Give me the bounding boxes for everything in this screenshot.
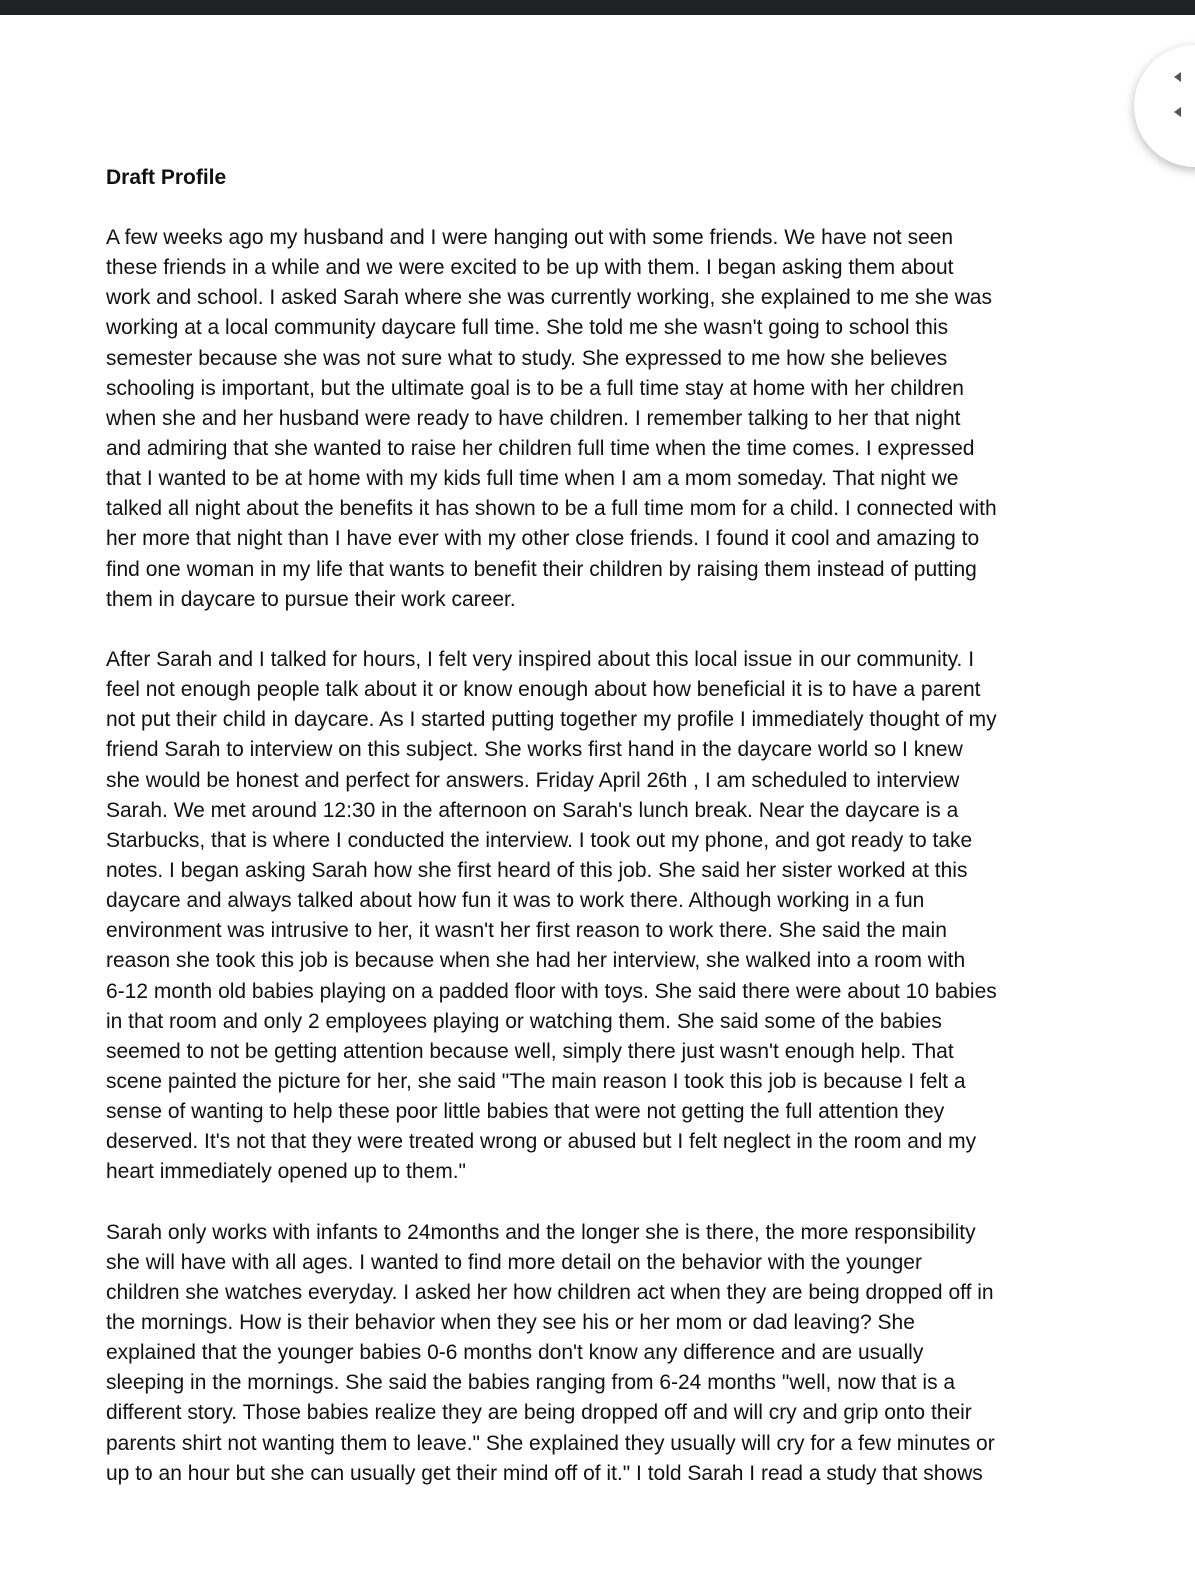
paragraph-line: deserved. It's not that they were treated wrong or abused but I felt neglect in the room and my — [106, 1130, 977, 1154]
paragraph-2 — [106, 645, 1096, 1188]
paragraph-line: daycare and always talked about how fun it was to work there. Although working in a fun — [106, 889, 925, 913]
paragraph-line: schooling is important, but the ultimate goal is to be a full time stay at home with her children — [106, 376, 964, 400]
document-title: Draft Profile — [106, 166, 227, 189]
paragraph-line: environment was intrusive to her, it wasn't her first reason to work there. She said the main — [106, 919, 947, 943]
paragraph-line: different story. Those babies realize they are being dropped off and will cry and grip onto their — [106, 1401, 972, 1425]
paragraph-line: feel not enough people talk about it or know enough about how beneficial it is to have a parent — [106, 678, 981, 702]
paragraph-line: she will have with all ages. I wanted to find more detail on the behavior with the younger — [106, 1250, 922, 1274]
top-toolbar — [0, 0, 1195, 15]
paragraph-line: friend Sarah to interview on this subject. She works first hand in the daycare world so I knew — [106, 738, 963, 762]
document-body — [106, 223, 1096, 1489]
paragraph-line: up to an hour but she can usually get their mind off of it." I told Sarah I read a study that shows — [106, 1461, 983, 1485]
paragraph-line: her more that night than I have ever with my other close friends. I found it cool and amazing to — [106, 527, 980, 551]
page-navigation-button[interactable] — [1134, 45, 1195, 167]
chevron-down-icon[interactable] — [1174, 107, 1181, 117]
paragraph-line: that I wanted to be at home with my kids full time when I am a mom someday. That night we — [106, 467, 959, 491]
paragraph-3 — [106, 1218, 1096, 1489]
paragraph-line: children she watches everyday. I asked her how children act when they are being dropped off in — [106, 1280, 994, 1304]
paragraph-line: After Sarah and I talked for hours, I felt very inspired about this local issue in our community. I — [106, 647, 975, 671]
paragraph-line: Sarah. We met around 12:30 in the afternoon on Sarah's lunch break. Near the daycare is a — [106, 798, 959, 822]
paragraph-line: semester because she was not sure what to study. She expressed to me how she believes — [106, 346, 948, 370]
paragraph-line: talked all night about the benefits it has shown to be a full time mom for a child. I connected with — [106, 497, 997, 521]
paragraph-line: Starbucks, that is where I conducted the interview. I took out my phone, and got ready to take — [106, 828, 973, 852]
paragraph-line: the mornings. How is their behavior when they see his or her mom or dad leaving? She — [106, 1311, 915, 1335]
paragraph-line: notes. I began asking Sarah how she first heard of this job. She said her sister worked at this — [106, 858, 968, 882]
paragraph-line: when she and her husband were ready to have children. I remember talking to her that night — [106, 406, 961, 430]
paragraph-line: sense of wanting to help these poor little babies that were not getting the full attention they — [106, 1100, 945, 1124]
paragraph-line: explained that the younger babies 0-6 months don't know any difference and are usually — [106, 1341, 924, 1365]
paragraph-line: parents shirt not wanting them to leave." She explained they usually will cry for a few minutes or — [106, 1431, 995, 1455]
paragraph-line: work and school. I asked Sarah where she was currently working, she explained to me she was — [106, 286, 992, 310]
chevron-up-icon[interactable] — [1174, 72, 1181, 82]
paragraph-line: 6-12 month old babies playing on a padded floor with toys. She said there were about 10 babies — [106, 979, 997, 1003]
paragraph-line: A few weeks ago my husband and I were hanging out with some friends. We have not seen — [106, 226, 954, 249]
paragraph-1 — [106, 223, 1096, 615]
paragraph-line: reason she took this job is because when she had her interview, she walked into a room with — [106, 949, 966, 973]
paragraph-line: in that room and only 2 employees playing or watching them. She said some of the babies — [106, 1009, 942, 1033]
paragraph-line: and admiring that she wanted to raise her children full time when the time comes. I expressed — [106, 436, 975, 460]
document-page — [106, 163, 1096, 1519]
paragraph-line: these friends in a while and we were excited to be up with them. I began asking them about — [106, 256, 954, 280]
paragraph-line: she would be honest and perfect for answers. Friday April 26th , I am scheduled to interview — [106, 768, 960, 792]
paragraph-line: scene painted the picture for her, she said "The main reason I took this job is because I felt a — [106, 1069, 966, 1093]
paragraph-line: sleeping in the mornings. She said the babies ranging from 6-24 months "well, now that is a — [106, 1371, 956, 1395]
paragraph-line: heart immediately opened up to them." — [106, 1160, 466, 1184]
paragraph-line: Sarah only works with infants to 24months and the longer she is there, the more responsibility — [106, 1220, 976, 1244]
paragraph-line: seemed to not be getting attention because well, simply there just wasn't enough help. That — [106, 1039, 954, 1063]
paragraph-line: not put their child in daycare. As I started putting together my profile I immediately thought of my — [106, 708, 997, 732]
paragraph-line: find one woman in my life that wants to benefit their children by raising them instead of putting — [106, 557, 977, 581]
paragraph-line: working at a local community daycare full time. She told me she wasn't going to school this — [106, 316, 949, 340]
paragraph-line: them in daycare to pursue their work career. — [106, 587, 516, 611]
